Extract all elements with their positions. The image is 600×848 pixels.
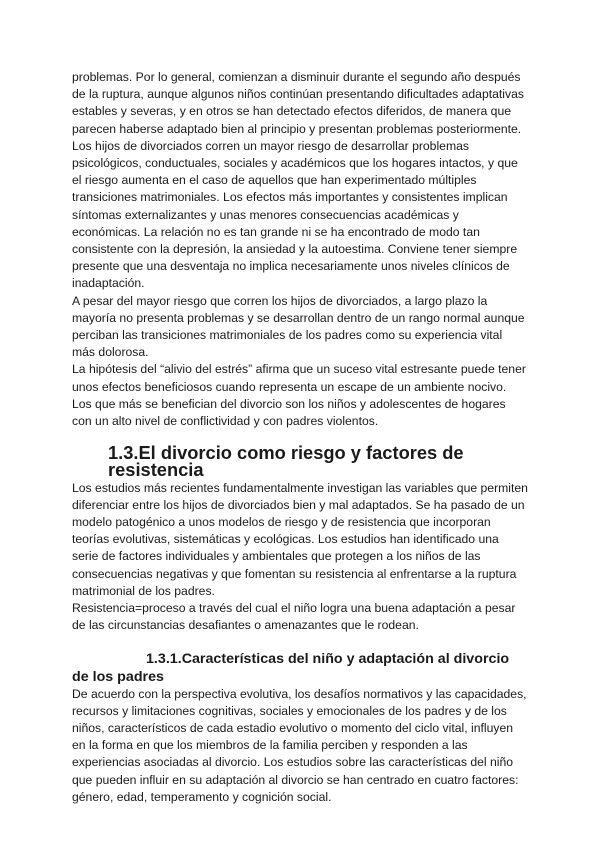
section-heading-1-3-1: 1.3.1.Características del niño y adaptación al divorcio de los padres — [72, 650, 510, 685]
paragraph-riesgo-hijos: Los hijos de divorciados corren un mayor riesgo de desarrollar problemas psicológicos, conductuales, sociales y académicos que los hogares intactos, y que el riesgo aumenta en el caso de aquellos que han experimentado múltiples transiciones matrimoniales. Los efectos más importantes y consistentes implican síntomas externalizantes y unas menores consecuencias académicas y económicas. La relación no es tan grande ni se ha encontrado de modo tan consistente con la depresión, la ansiedad y la autoestima. Conviene tener siempre presente que una desventaja no implica necesariamente unos niveles clínicos de inadaptación. — [72, 138, 518, 291]
paragraph-resistencia-definicion: Resistencia=proceso a través del cual el niño logra una buena adaptación a pesar de las circunstancias desafiantes o amenazantes que le rodean. — [72, 601, 516, 633]
paragraph-problemas: problemas. Por lo general, comienzan a disminuir durante el segundo año después de la ruptura, aunque algunos niños continúan presentando dificultades adaptativas estables y severas, y en otros se han detectado efectos diferidos, de manera que parecen haberse adaptado bien al principio y presentan problemas posteriormente. — [72, 70, 524, 136]
paragraph-perspectiva-evolutiva: De acuerdo con la perspectiva evolutiva, los desafíos normativos y las capacidades, recursos y limitaciones cognitivas, sociales y emocionales de los padres y de los niños, característicos de cada estadio evolutivo o momento del ciclo vital, influyen en la forma en que los miembros de la familia perciben y responden a las experiencias asociadas al divorcio. Los estudios sobre las características del niño que pueden influir en su adaptación al divorcio se han centrado en cuatro factores: género, edad, temperamento y cognición social. — [72, 686, 527, 804]
section-heading-1-3: 1.3.El divorcio como riesgo y factores de resistencia — [108, 442, 464, 481]
paragraph-alivio-estres: La hipótesis del “alivio del estrés” afirma que un suceso vital estresante puede tener unos efectos beneficiosos cuando representa un escape de un ambiente nocivo. Los que más se benefician del divorcio son los niños y adolescentes de hogares con un alto nivel de conflictividad y con padres violentos. — [72, 362, 526, 429]
paragraph-largo-plazo: A pesar del mayor riesgo que corren los hijos de divorciados, a largo plazo la mayoría no presenta problemas y se desarrollan dentro de un rango normal aunque perciban las transiciones matrimoniales de los padres como su experiencia vital más dolorosa. — [72, 293, 525, 360]
paragraph-estudios-recientes: Los estudios más recientes fundamentalmente investigan las variables que permiten diferenciar entre los hijos de divorciados bien y mal adaptados. Se ha pasado de un modelo patogénico a unos modelos de riesgo y de resistencia que incorporan teorías evolutivas, sistemáticas y ecológicas. Los estudios han identificado una serie de factores individuales y ambientales que protegen a los niños de las consecuencias negativas y que fomentan su resistencia al enfrentarse a la ruptura matrimonial de los padres. — [72, 480, 528, 598]
document-page — [72, 69, 528, 806]
